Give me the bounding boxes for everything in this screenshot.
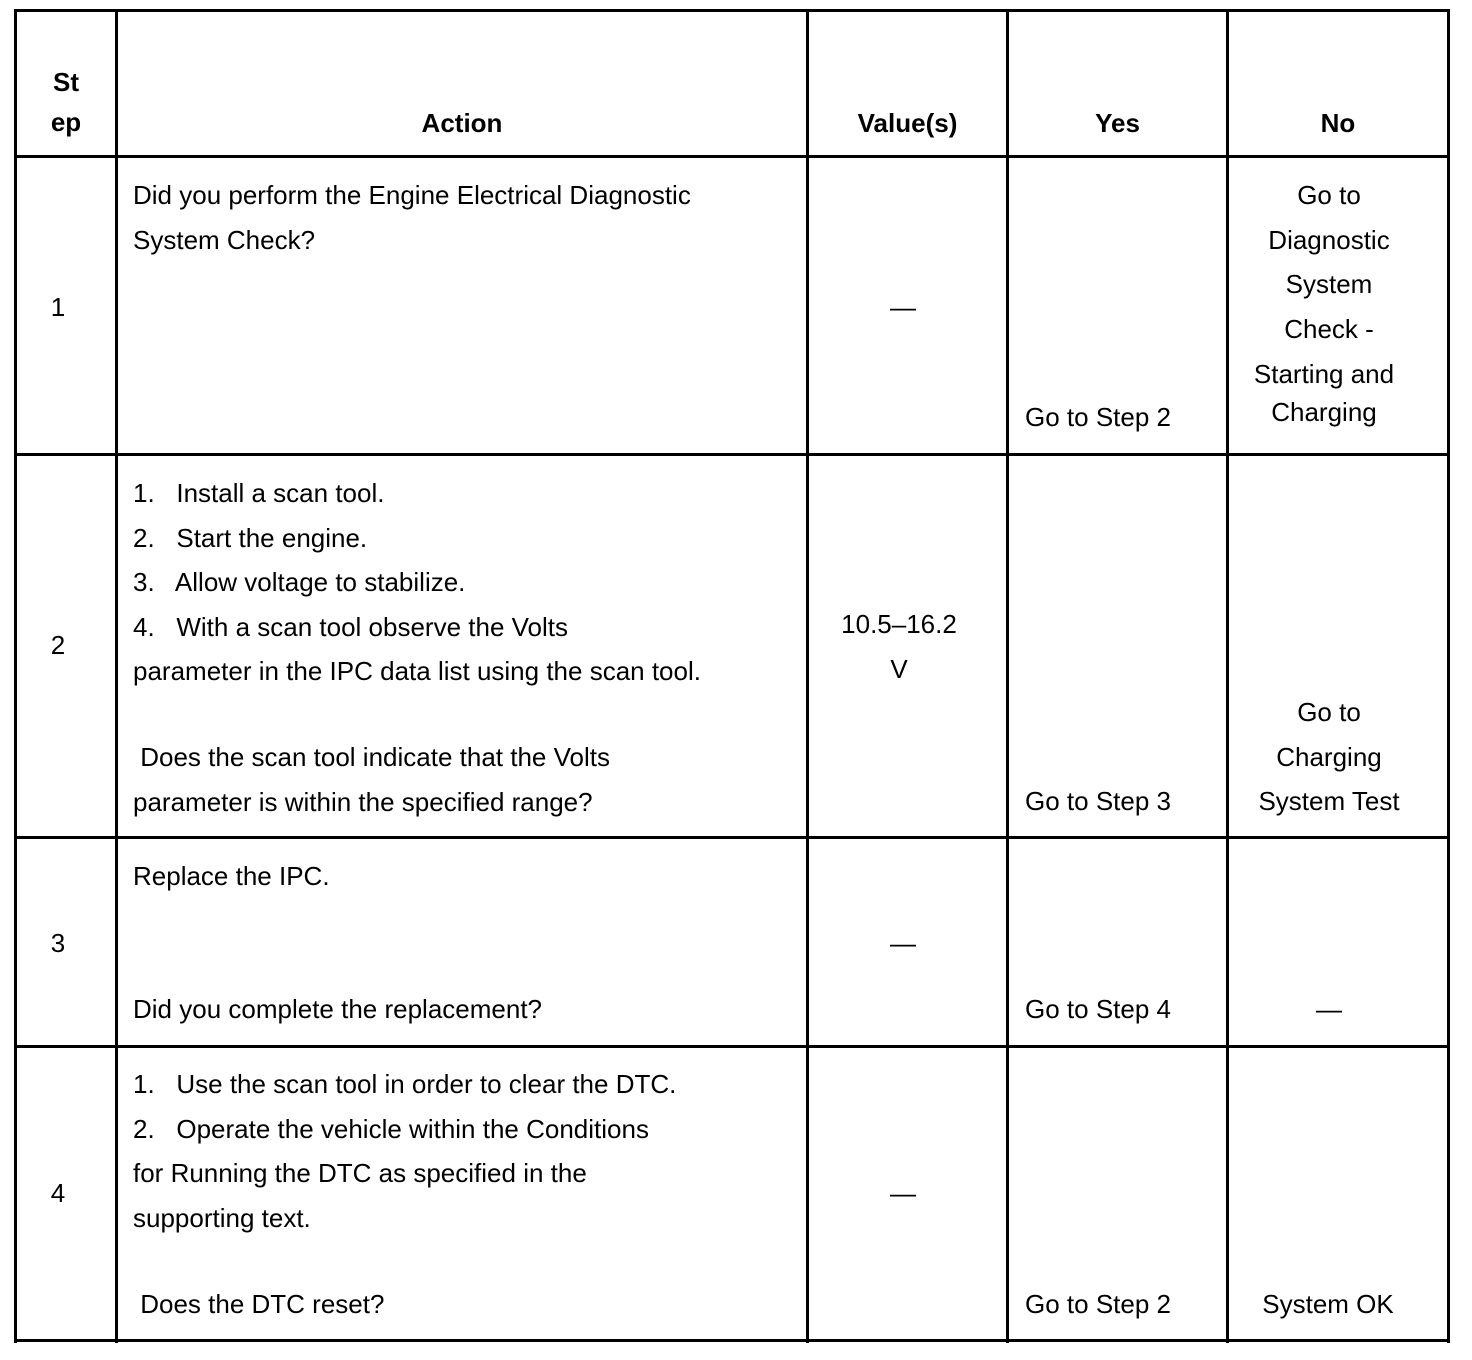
action-question: Did you complete the replacement? [133, 994, 543, 1024]
no-cell: System OK [1262, 1289, 1394, 1319]
no-cell: — [1316, 994, 1342, 1024]
header-no: No [1320, 108, 1356, 138]
grid-line [14, 1339, 1450, 1342]
no-cell-continued: Starting and Charging [1253, 359, 1395, 427]
grid-line [14, 155, 1450, 158]
grid-line [14, 453, 1450, 456]
step-number: 1 [50, 292, 66, 322]
values-cell: — [890, 1178, 916, 1208]
no-cell: Go to Diagnostic System Check - [1268, 180, 1390, 344]
grid-line [115, 10, 118, 1343]
header-action: Action [421, 108, 503, 138]
grid-line [1006, 10, 1009, 1343]
values-cell: — [890, 928, 916, 958]
action-steps: 1. Use the scan tool in order to clear the DTC. 2. Operate the vehicle within the Conditions for Running the DTC as specified in the supporting text. [133, 1069, 677, 1233]
step-number: 3 [50, 928, 66, 958]
yes-cell: Go to Step 3 [1025, 786, 1171, 816]
no-cell: Go to Charging System Test [1258, 697, 1400, 816]
yes-cell: Go to Step 2 [1025, 402, 1171, 432]
action-question: Does the scan tool indicate that the Volts parameter is within the specified range? [133, 742, 610, 817]
grid-line [14, 836, 1450, 839]
action-text: Did you perform the Engine Electrical Diagnostic System Check? [133, 180, 691, 255]
action-question: Does the DTC reset? [133, 1289, 385, 1319]
grid-line [1447, 10, 1450, 1343]
header-step: St ep [50, 67, 82, 137]
yes-cell: Go to Step 4 [1025, 994, 1171, 1024]
yes-cell: Go to Step 2 [1025, 1289, 1171, 1319]
step-number: 2 [50, 630, 66, 660]
step-number: 4 [50, 1178, 66, 1208]
grid-line [14, 9, 1450, 12]
action-text: Replace the IPC. [133, 861, 330, 891]
grid-line [14, 10, 17, 1343]
header-yes: Yes [1095, 108, 1140, 138]
header-values: Value(s) [857, 108, 958, 138]
grid-line [14, 1045, 1450, 1048]
values-cell: — [890, 292, 916, 322]
values-cell: 10.5–16.2 V [841, 609, 957, 684]
action-steps: 1. Install a scan tool. 2. Start the engine. 3. Allow voltage to stabilize. 4. With a scan tool observe the Volts parameter in the IPC data list using the scan tool. [133, 478, 701, 686]
